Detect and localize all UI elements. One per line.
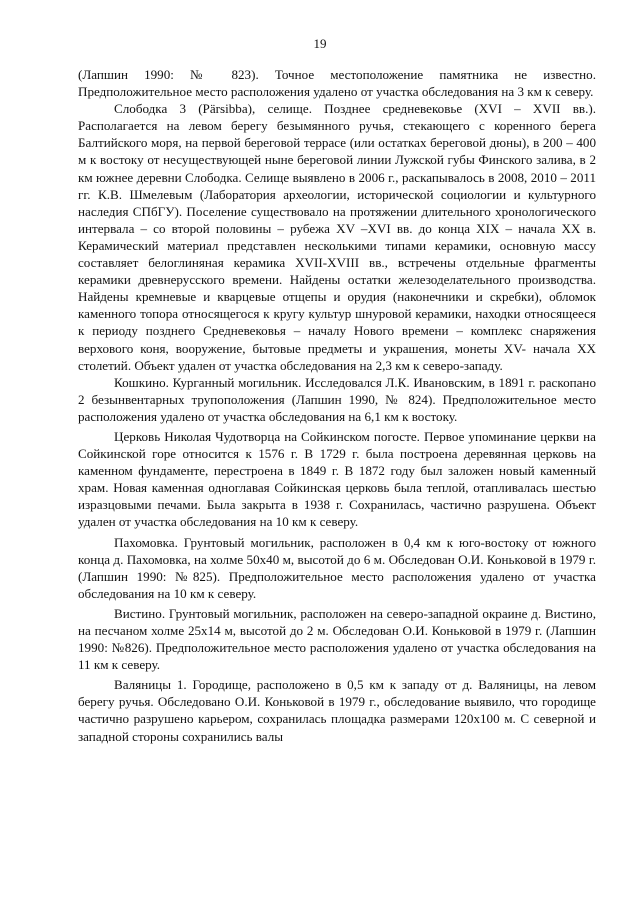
paragraph-church-nicholas: Церковь Николая Чудотворца на Сойкинском погосте. Первое упоминание церкви на Сойкинской горе относится к 1576 г. В 1729 г. была построена деревянная церковь на каменном фундаменте, перестроена в 1849 г. В 1872 году был заложен новый каменный храм. Новая каменная одноглавая Сойкинская церковь была теплой, отапливалась шестью изразцовыми печами. Была закрыта в 1938 г. Сохранилась, частично разрушена. Объект удален от участка обследования на 10 км к северу. — [78, 428, 596, 530]
paragraph-koshkino: Кошкино. Курганный могильник. Исследовался Л.К. Ивановским, в 1891 г. раскопано 2 безынвентарных трупоположения (Лапшин 1990, № 824). Предположительное место расположения удалено от участка обследования на 6,1 км к востоку. — [78, 374, 596, 424]
paragraph-slobodka-3: Слободка 3 (Pärsibba), селище. Позднее средневековье (XVI – XVII вв.). Располагается на левом берегу безымянного ручья, стекающего с коренного берега Балтийского моря, на первой береговой террасе (или остатках береговой дюны), в 200 – 400 м к востоку от несуществующей ныне береговой линии Лужской губы Финского залива, в 2 км южнее деревни Слободка. Селище выявлено в 2006 г., раскапывалось в 2008, 2010 – 2011 гг. К.В. Шмелевым (Лаборатория археологии, исторической социологии и культурного наследия СПбГУ). Поселение существовало на протяжении длительного хронологического интервала – со второй половины – рубежа XV –XVI вв. до конца XIX – начала XX в. Керамический материал представлен несколькими типами керамики, основную массу составляет белоглиняная керамика XVII-XVIII вв., встречены отдельные фрагменты керамики древнерусского времени. Найдены остатки железоделательного производства. Найдены кремневые и кварцевые отщепы и орудия (наконечники и скребки), обломок каменного топора относящегося к кругу культур шнуровой керамики, находки относящееся к периоду позднего Средневековья – началу Нового времени – комплекс снаряжения верхового коня, вооружение, бытовые предметы и украшения, монеты XV- начала XX столетий. Объект удален от участка обследования на 2,3 км к северо-западу. — [78, 101, 596, 373]
page-number: 19 — [313, 36, 327, 51]
paragraph-lapshin-823-continuation: (Лапшин 1990: № 823). Точное местоположение памятника не известно. Предположительное место расположения удалено от участка обследования на 3 км к северу. — [78, 67, 596, 100]
paragraph-vistino: Вистино. Грунтовый могильник, расположен на северо-западной окраине д. Вистино, на песчаном холме 25х14 м, высотой до 2 м. Обследован О.И. Коньковой в 1979 г. (Лапшин 1990: №826). Предположительное место расположения удалено от участка обследования на 11 км к северу. — [78, 605, 596, 673]
paragraph-pakhomovka: Пахомовка. Грунтовый могильник, расположен в 0,4 км к юго-востоку от южного конца д. Пахомовка, на холме 50х40 м, высотой до 6 м. Обследован О.И. Коньковой в 1979 г. (Лапшин 1990: №825). Предположительное место расположения удалено от участка обследования на 10 км к северу. — [78, 534, 596, 601]
document-body — [78, 66, 596, 745]
paragraph-valyanitsy-1: Валяницы 1. Городище, расположено в 0,5 км к западу от д. Валяницы, на левом берегу ручья. Обследовано О.И. Коньковой в 1979 г., обследование выявило, что городище частично разрушено карьером, сохранилась площадка размерами 120х100 м. С северной и западной стороны сохранились валы — [78, 677, 596, 744]
